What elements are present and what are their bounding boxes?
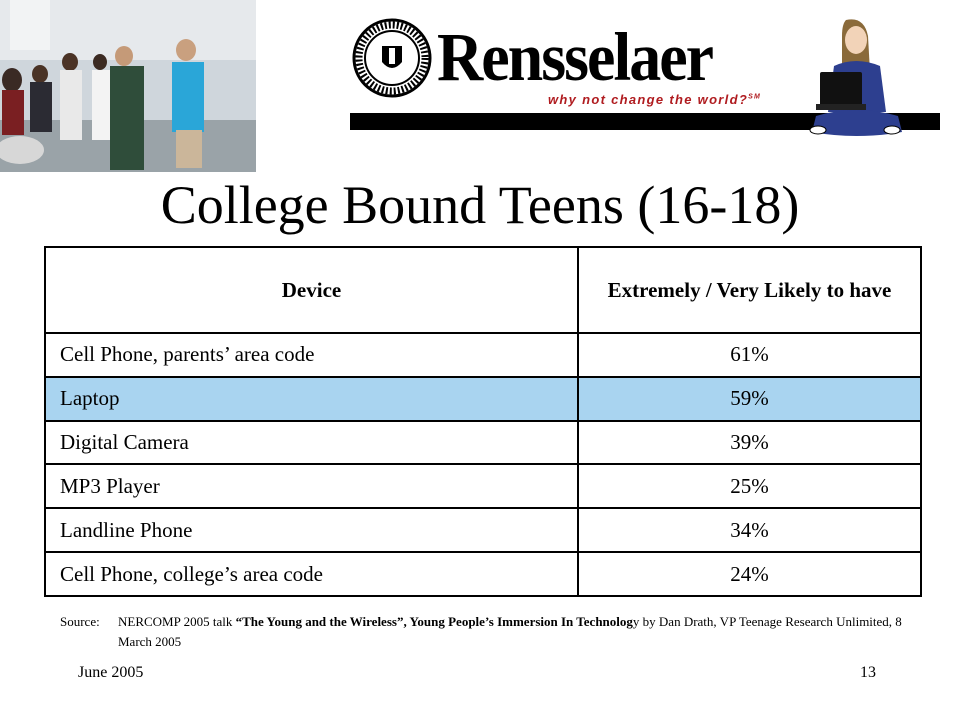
device-cell: Landline Phone <box>45 508 578 552</box>
slide-title: College Bound Teens (16-18) <box>160 175 800 235</box>
students-photo <box>0 0 256 172</box>
column-header-device: Device <box>45 247 578 333</box>
percent-cell: 61% <box>578 333 921 377</box>
device-cell: Laptop <box>45 377 578 421</box>
percent-cell: 34% <box>578 508 921 552</box>
device-cell: Cell Phone, college’s area code <box>45 552 578 596</box>
source-label: Source: <box>60 614 100 629</box>
device-cell: Digital Camera <box>45 421 578 465</box>
device-cell: MP3 Player <box>45 464 578 508</box>
footer-date: June 2005 <box>78 664 144 681</box>
table-row-highlighted <box>45 377 921 421</box>
device-cell: Cell Phone, parents’ area code <box>45 333 578 377</box>
table-row <box>45 421 921 465</box>
tagline: why not change the world?℠ <box>548 92 762 107</box>
percent-cell: 39% <box>578 421 921 465</box>
rensselaer-wordmark: Rensselaer <box>437 18 713 95</box>
percent-cell: 59% <box>578 377 921 421</box>
table-row <box>45 552 921 596</box>
slide-number: 13 <box>860 664 876 681</box>
source-text: NERCOMP 2005 talk “The Young and the Wireless”, Young People’s Immersion In Technology by Dan Drath, VP Teenage Research Unlimited, 8 March 2005 <box>118 614 902 649</box>
girl-with-laptop-illustration <box>806 16 906 140</box>
device-table <box>44 246 922 597</box>
rensselaer-seal-logo <box>352 18 432 98</box>
source-note <box>60 612 920 652</box>
percent-cell: 25% <box>578 464 921 508</box>
percent-cell: 24% <box>578 552 921 596</box>
table-row <box>45 333 921 377</box>
table-row <box>45 508 921 552</box>
column-header-likelihood: Extremely / Very Likely to have <box>578 247 921 333</box>
table-header-row <box>45 247 921 333</box>
table-row <box>45 464 921 508</box>
